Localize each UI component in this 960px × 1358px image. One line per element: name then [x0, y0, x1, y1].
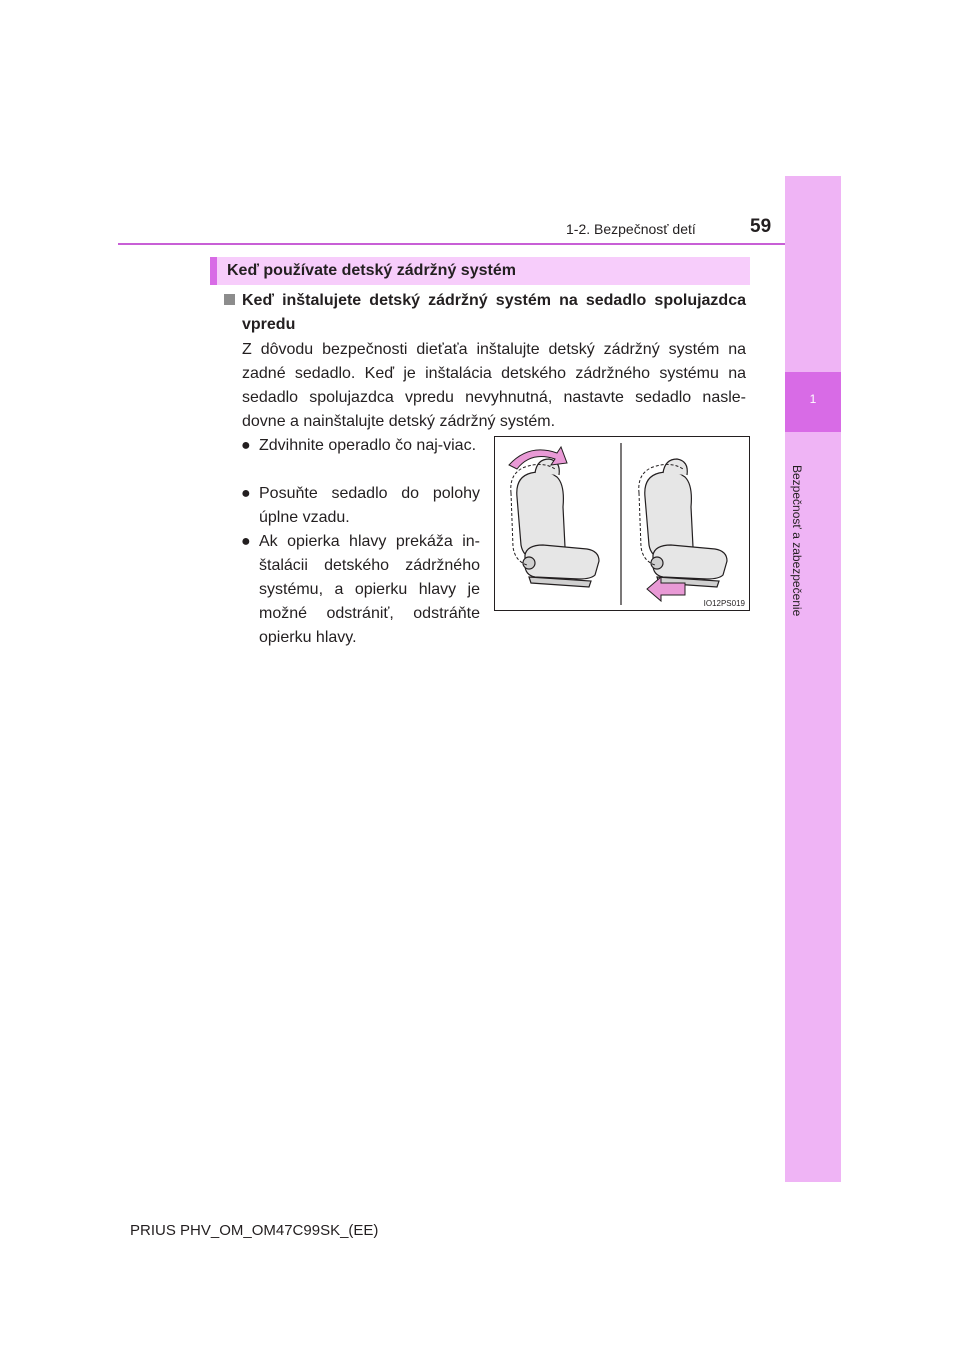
list-item [241, 530, 480, 650]
list-item-text: Ak opierka hlavy prekáža in-štalácii detského zádržného systému, a opierku hlavy je možné odstrániť, odstráňte opierku hlavy. [259, 533, 480, 646]
bullet-dot-icon: ● [241, 437, 251, 454]
chapter-title: Bezpečnosť a zabezpečenie [790, 465, 804, 617]
header-divider [118, 243, 841, 245]
footer-doc-id: PRIUS PHV_OM_OM47C99SK_(EE) [130, 1222, 379, 1239]
section-heading-bar [210, 257, 750, 285]
page-number: 59 [750, 216, 772, 237]
list-item-text: Zdvihnite operadlo čo naj-viac. [259, 437, 477, 454]
list-item-text: Posuňte sedadlo do polohy úplne vzadu. [259, 485, 480, 526]
seat-left-icon [517, 459, 599, 587]
subsection-square-icon [224, 294, 235, 305]
chapter-side-tab [785, 176, 841, 1182]
figure-code: IO12PS019 [703, 599, 745, 608]
body-paragraph: Z dôvodu bezpečnosti dieťaťa inštalujte detský zádržný systém na zadné sedadlo. Keď je inštalácia detského zádržného systému na sedadlo spolujazdca vpredu nevyhnutná, nastavte sedadlo nasle-dovne a nainštalujte detský zádržný systém. [242, 341, 746, 430]
seat-adjustment-illustration [494, 436, 750, 611]
list-item [241, 482, 480, 530]
seat-illustration-svg [495, 437, 749, 610]
seat-right-icon [645, 459, 727, 587]
header-section-ref: 1-2. Bezpečnosť detí [566, 221, 696, 237]
bullet-dot-icon: ● [241, 533, 251, 550]
bullet-dot-icon: ● [241, 485, 251, 502]
list-item [241, 434, 480, 458]
chapter-number: 1 [809, 392, 817, 406]
subsection-heading: Keď inštalujete detský zádržný systém na sedadlo spolujazdca vpredu [242, 292, 746, 333]
section-title: Keď používate detský zádržný systém [227, 262, 516, 279]
